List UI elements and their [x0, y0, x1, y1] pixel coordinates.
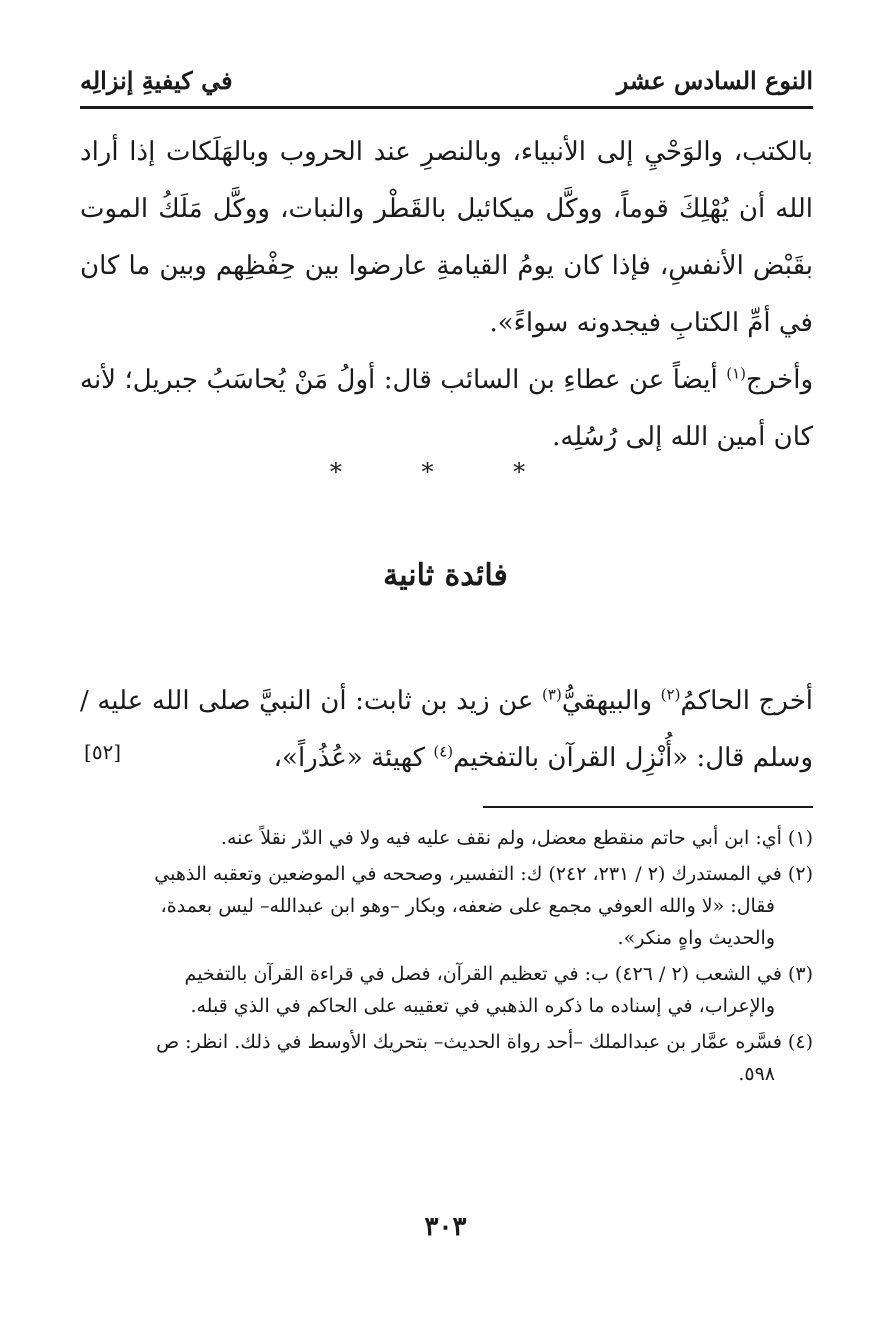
section-title: فائدة ثانية	[383, 558, 508, 593]
footnote-divider	[483, 806, 813, 808]
body-text	[80, 124, 813, 466]
footnote-line: (٣) في الشعب (٢ / ٤٢٦) ب: في تعظيم القرآن، فصل في قراءة القرآن بالتفخيم	[184, 963, 813, 985]
body-text-span: أخرج الحاكمُ	[680, 686, 813, 716]
running-header	[80, 60, 813, 100]
body-paragraph: بالكتب، والوَحْيِ إلى الأنبياء، وبالنصرِ عند الحروب وبالهَلَكات إذا أراد الله أن يُهْلِكَ قوماً، ووكَّل ميكائيل بالقَطْر والنبات، ووكَّل مَلَكُ الموت بقَبْض الأنفسِ، فإذا كان يومُ القيامةِ عارضوا بين حِفْظِهم وبين ما كان في أمِّ الكتابِ فيجدونه سواءً».	[80, 137, 813, 338]
body-text-span: أيضاً عن عطاءِ بن السائب قال: أولُ مَنْ يُحاسَبُ جبريل؛ لأنه كان أمين الله إلى رُسُلِه.	[80, 365, 813, 452]
body-paragraph	[80, 673, 813, 787]
footnote-line: فقال: «لا والله العوفي مجمع على ضعفه، وبكار –وهو ابن عبدالله– ليس بعمدة،	[160, 895, 775, 917]
footnote-line: (٢) في المستدرك (٢ / ٢٣١، ٢٤٢) ك: التفسير، وصححه في الموضعين وتعقبه الذهبي	[154, 863, 813, 885]
footnote-3	[80, 958, 813, 1022]
section-separator: * * *	[329, 458, 562, 486]
header-chapter-title: النوع السادس عشر	[616, 65, 813, 95]
manuscript-page-marker: [٥٢]	[84, 740, 122, 764]
footnote-1: (١) أي: ابن أبي حاتم منقطع معضل، ولم نقف عليه فيه ولا في الدّر نقلاً عنه.	[220, 827, 813, 849]
body-text-span: كهيئة «عُذُراً»،	[273, 743, 434, 773]
header-section-title: في كيفيةِ إنزالِه	[80, 65, 233, 95]
footnote-ref[interactable]: (٢)	[660, 685, 681, 704]
footnote-ref[interactable]: (٣)	[542, 685, 562, 704]
body-text-span: عن زيد بن ثابت: أن النبيَّ صلى الله عليه / وسلم قال: «أُنْزِل القرآن بالتفخيم	[80, 686, 813, 773]
footnote-line: ٥٩٨.	[738, 1063, 775, 1085]
footnote-line: والإعراب، في إسناده ما ذكره الذهبي في تعقيبه على الحاكم في الذي قبله.	[190, 995, 775, 1017]
footnotes	[80, 822, 813, 1094]
footnote-2	[80, 858, 813, 954]
body-text-span: والبيهقيُّ	[561, 686, 661, 716]
footnote-4	[80, 1026, 813, 1090]
body-paragraph	[80, 352, 813, 466]
footnote-ref[interactable]: (٤)	[433, 742, 454, 761]
page-number: ٣٠٣	[424, 1212, 467, 1242]
footnote-line: والحديث واهٍ منكر».	[617, 927, 775, 949]
footnote-ref[interactable]: (١)	[726, 364, 747, 383]
footnote-line: (٤) فسَّره عمَّار بن عبدالملك –أحد رواة الحديث– بتحريك الأوسط في ذلك. انظر: ص	[156, 1031, 813, 1053]
header-divider	[80, 106, 813, 109]
body-text-span: وأخرج	[746, 365, 813, 395]
section-body	[80, 673, 813, 787]
